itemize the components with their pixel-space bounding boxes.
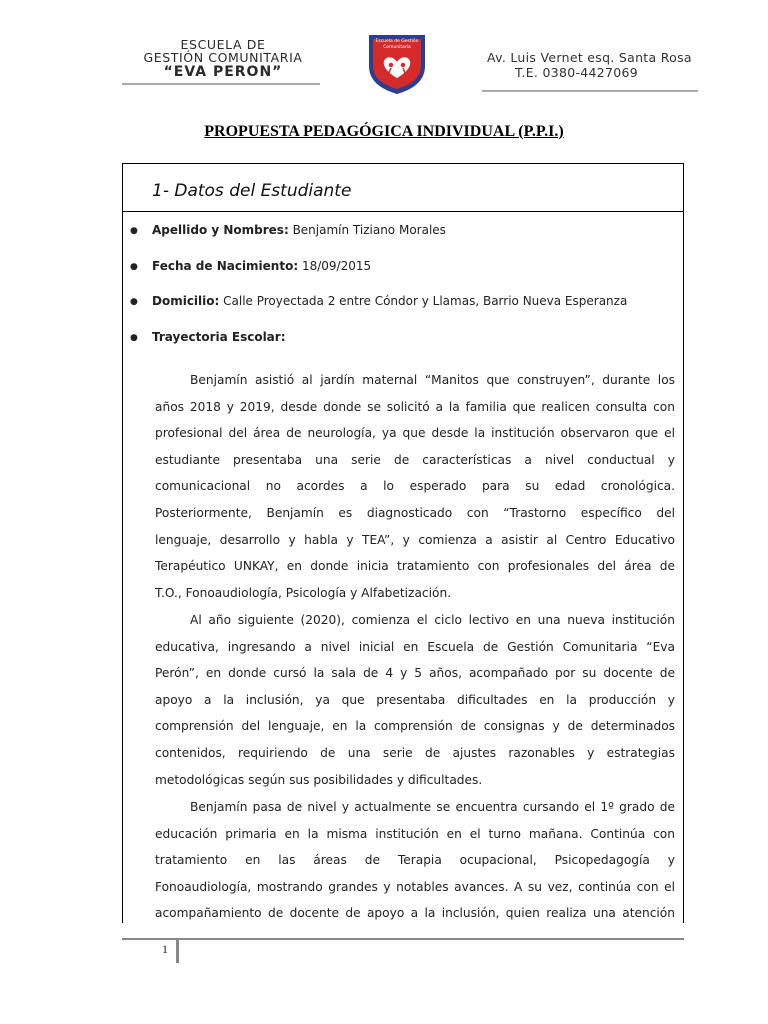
field-school-history — [130, 330, 286, 344]
paragraph-line: Terapéutico UNKAY, en donde inicia tratamiento con profesionales del área de — [155, 559, 675, 574]
field-label: Domicilio: — [152, 294, 220, 308]
bullet-icon: ● — [130, 226, 138, 236]
paragraph-line: Benjamín asistió al jardín maternal “Manitos que construyen”, durante los — [190, 373, 675, 387]
paragraph-line: Al año siguiente (2020), comienza el ciclo lectivo en una nueva institución — [190, 613, 675, 627]
page-number: 1 — [162, 942, 168, 956]
section-title: 1- Datos del Estudiante — [152, 181, 352, 201]
document-title: PROPUESTA PEDAGÓGICA INDIVIDUAL (P.P.I.) — [204, 123, 564, 140]
paragraph-line: comunicacional no acordes a lo esperado para su edad cronológica. — [155, 479, 675, 494]
field-birthdate — [130, 259, 371, 273]
paragraph-line: estudiante presentaba una serie de características a nivel conductual y — [155, 452, 675, 467]
field-label: Trayectoria Escolar: — [152, 330, 286, 344]
field-label: Fecha de Nacimiento: — [152, 259, 299, 273]
field-name — [130, 223, 446, 237]
header-divider-left — [122, 83, 320, 85]
paragraph-line: lenguaje, desarrollo y habla y TEA”, y comienza a asistir al Centro Educativo — [155, 532, 675, 547]
field-label: Apellido y Nombres: — [152, 223, 289, 237]
crest-caption-line2: Comunitaria — [383, 45, 411, 50]
paragraph-line: tratamiento en las áreas de Terapia ocupacional, Psicopedagogía y — [155, 853, 675, 868]
paragraph-line: años 2018 y 2019, desde donde se solicitó a la familia que realicen consulta con — [155, 399, 675, 414]
paragraph-3 — [155, 794, 675, 927]
paragraph-line: apoyo a la inclusión, ya que presentaba dificultades en la producción y — [155, 692, 675, 707]
paragraph-line: contenidos, requiriendo de una serie de ajustes razonables y estrategias — [155, 745, 675, 760]
bullet-icon: ● — [130, 333, 138, 343]
school-name-line1: ESCUELA DE — [180, 37, 266, 52]
crest-caption — [366, 39, 428, 51]
school-crest-logo — [366, 32, 428, 96]
paragraph-1 — [155, 367, 675, 606]
field-address — [130, 294, 627, 308]
crest-caption-line1: Escuela de Gestión — [375, 39, 419, 44]
paragraph-line: acompañamiento de docente de apoyo a la inclusión, quien realiza una atención — [155, 906, 675, 921]
school-address: Av. Luis Vernet esq. Santa Rosa — [487, 50, 692, 65]
school-phone: T.E. 0380-4427069 — [515, 65, 639, 80]
field-value: 18/09/2015 — [298, 259, 372, 273]
bullet-icon: ● — [130, 297, 138, 307]
paragraph-2 — [155, 607, 675, 793]
paragraph-line: profesional del área de neurología, ya que desde la institución observaron que el — [155, 426, 675, 441]
paragraph-line: educación primaria en la misma institución en el turno mañana. Continúa con — [155, 826, 675, 841]
paragraph-line: Posteriormente, Benjamín es diagnosticado con “Trastorno específico del — [155, 505, 675, 520]
school-name-line2: GESTIÓN COMUNITARIA — [143, 50, 303, 65]
school-name — [128, 38, 318, 80]
footer-divider — [122, 938, 684, 940]
field-value: Benjamín Tiziano Morales — [288, 223, 446, 237]
header-divider-right — [482, 90, 698, 92]
school-name-line3: “EVA PERON” — [163, 64, 283, 80]
paragraph-line: T.O., Fonoaudiología, Psicología y Alfabetización. — [155, 585, 452, 600]
paragraph-line: Fonoaudiología, mostrando grandes y notables avances. A su vez, continúa con el — [155, 879, 675, 894]
paragraph-line: metodológicas según sus posibilidades y dificultades. — [155, 772, 483, 787]
paragraph-line: educativa, ingresando a nivel inicial en Escuela de Gestión Comunitaria “Eva — [155, 639, 675, 654]
paragraph-line: Benjamín pasa de nivel y actualmente se encuentra cursando el 1º grado de — [190, 800, 675, 814]
bullet-icon: ● — [130, 262, 138, 272]
section-divider — [122, 211, 684, 212]
school-contact — [487, 50, 692, 80]
paragraph-line: comprensión del lenguaje, en la comprensión de consignas y de determinados — [155, 719, 675, 734]
field-value: Calle Proyectada 2 entre Cóndor y Llamas, Barrio Nueva Esperanza — [219, 294, 628, 308]
footer-page-separator — [176, 938, 179, 963]
paragraph-line: Perón”, en donde cursó la sala de 4 y 5 años, acompañado por su docente de — [155, 666, 675, 681]
